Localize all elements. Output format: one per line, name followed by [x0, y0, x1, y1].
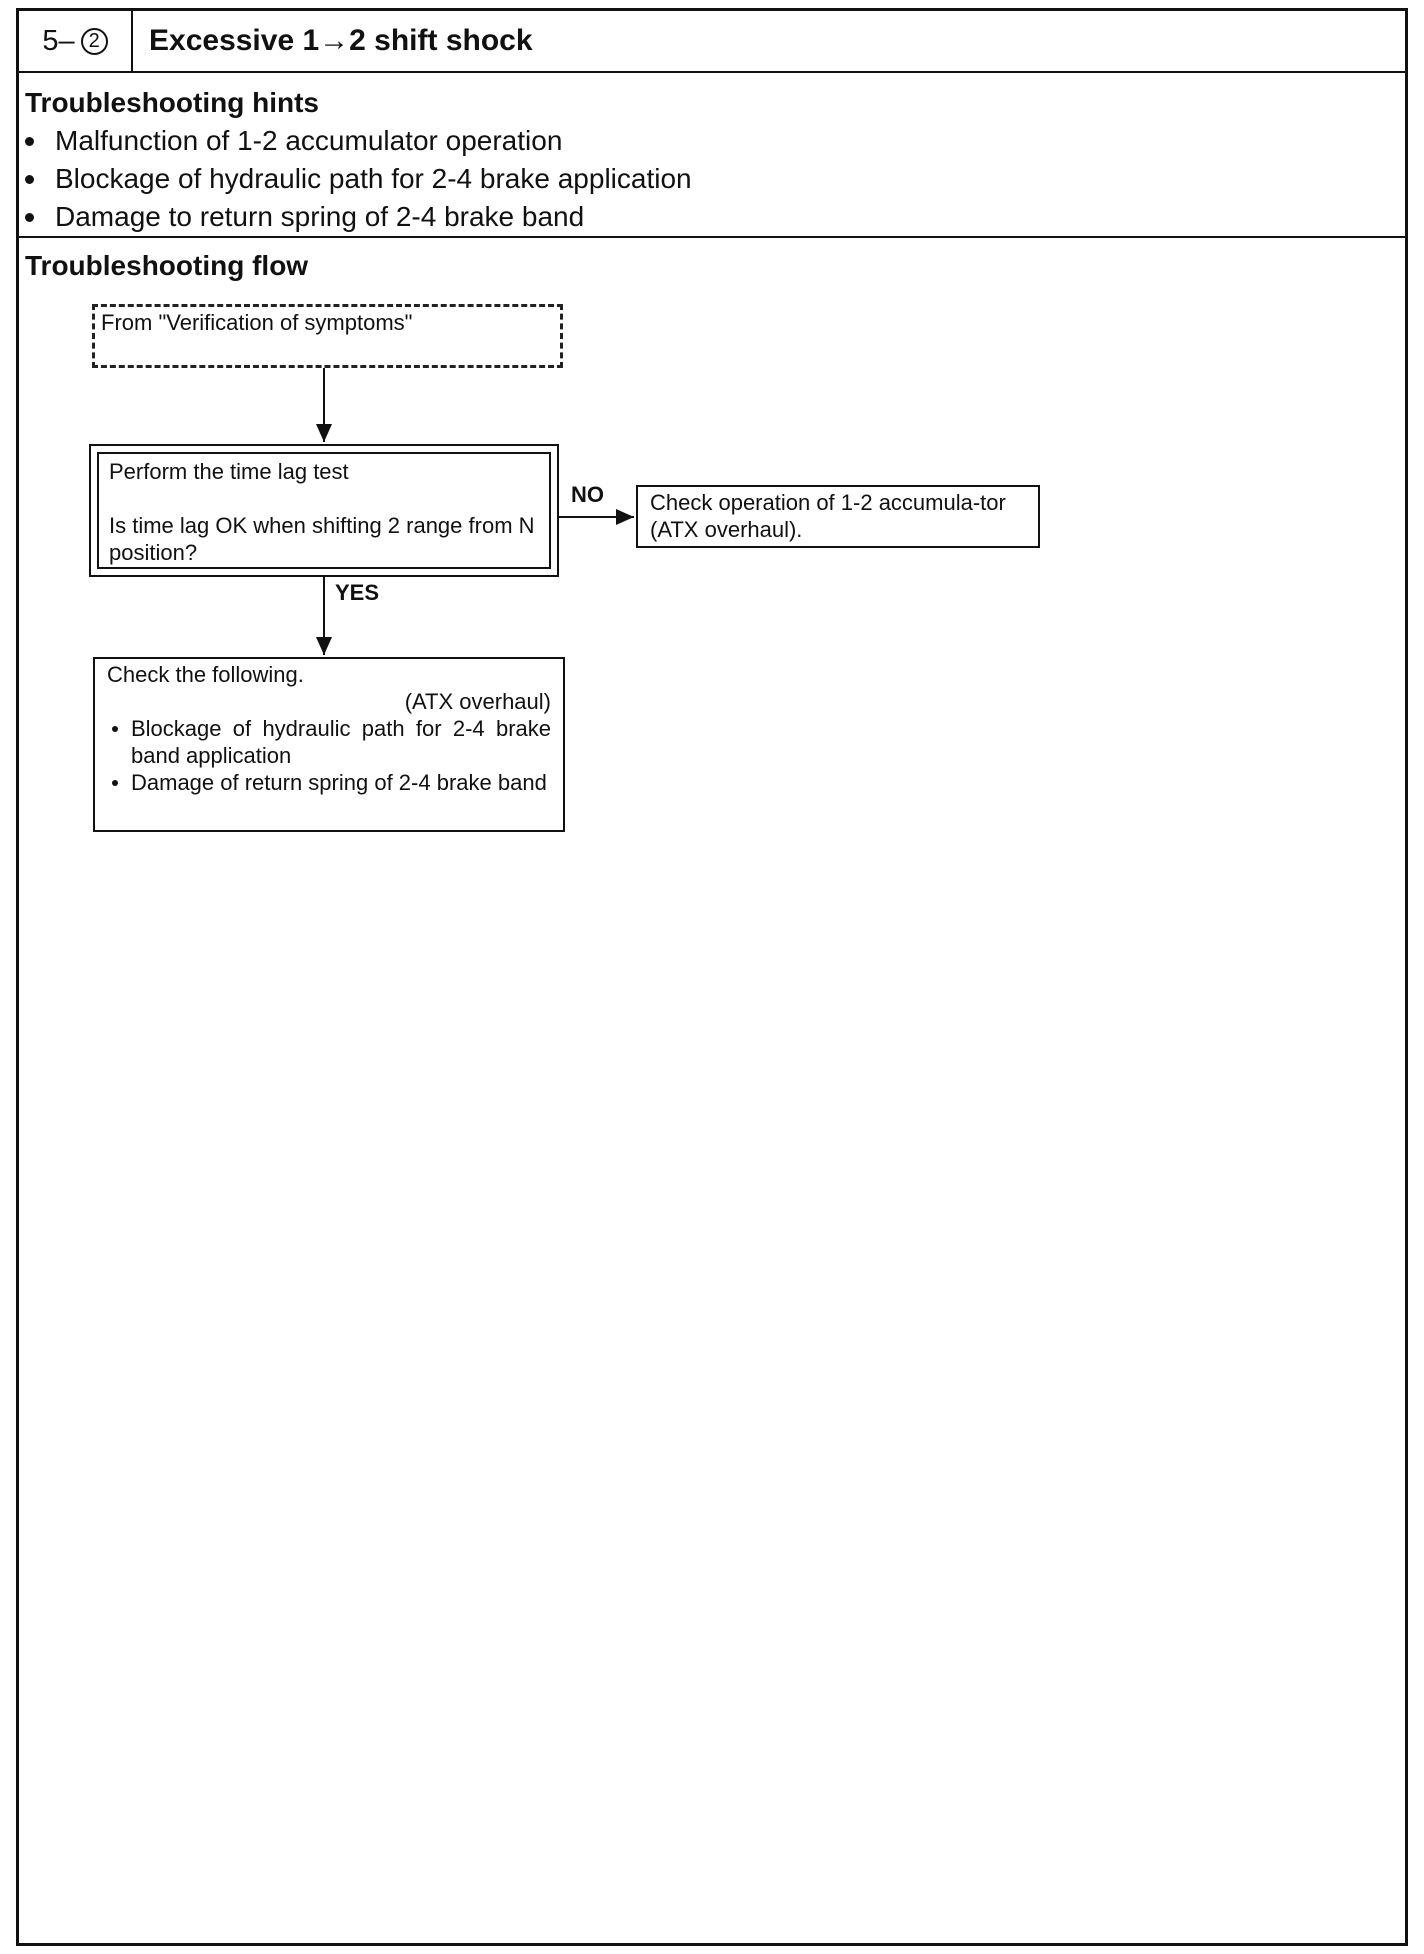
decision-question: Is time lag OK when shifting 2 range from N position?: [109, 513, 535, 565]
decision-inner: [97, 452, 551, 569]
flow-heading: Troubleshooting flow: [25, 250, 309, 281]
hint-item: [19, 160, 692, 198]
circled-number-icon: 2: [81, 28, 108, 55]
section-title: Excessive 1→2 shift shock: [149, 24, 533, 57]
section-number: [19, 11, 133, 71]
start-box-text: From "Verification of symptoms": [101, 310, 413, 335]
yes-label: YES: [335, 580, 380, 605]
hint-text: Malfunction of 1-2 accumulator operation: [55, 125, 563, 156]
no-label: NO: [571, 482, 604, 507]
yes-action-item-text: Damage of return spring of 2-4 brake band: [131, 770, 547, 795]
hints-list: [19, 122, 692, 236]
hint-item: [19, 198, 692, 236]
bullet-icon: [25, 137, 34, 146]
no-action-box: [636, 485, 1040, 548]
yes-action-box: [93, 657, 565, 832]
yes-action-item: [107, 769, 551, 796]
yes-action-item-text: Blockage of hydraulic path for 2-4 brake band application: [131, 716, 551, 768]
yes-action-item: [107, 715, 551, 769]
decision-step: Perform the time lag test: [109, 459, 349, 484]
decision-box: [89, 444, 559, 577]
start-box: [92, 304, 563, 368]
hint-item: [19, 122, 692, 160]
yes-action-ref: (ATX overhaul): [404, 689, 551, 714]
section-header: [19, 11, 1405, 73]
bullet-icon: [25, 175, 34, 184]
hint-text: Blockage of hydraulic path for 2-4 brake application: [55, 163, 692, 194]
hints-heading: Troubleshooting hints: [25, 87, 319, 118]
bullet-icon: [112, 726, 118, 732]
no-action-text: Check operation of 1-2 accumula-tor (ATX overhaul).: [650, 490, 1006, 542]
bullet-icon: [112, 780, 118, 786]
yes-action-title: Check the following.: [107, 662, 304, 687]
section-number-text: 5–: [42, 24, 75, 57]
troubleshooting-flow: [19, 236, 1405, 1943]
page-frame: [16, 8, 1408, 1946]
troubleshooting-hints: [19, 71, 1405, 238]
yes-action-list: [107, 715, 551, 796]
bullet-icon: [25, 213, 34, 222]
hint-text: Damage to return spring of 2-4 brake band: [55, 201, 585, 232]
